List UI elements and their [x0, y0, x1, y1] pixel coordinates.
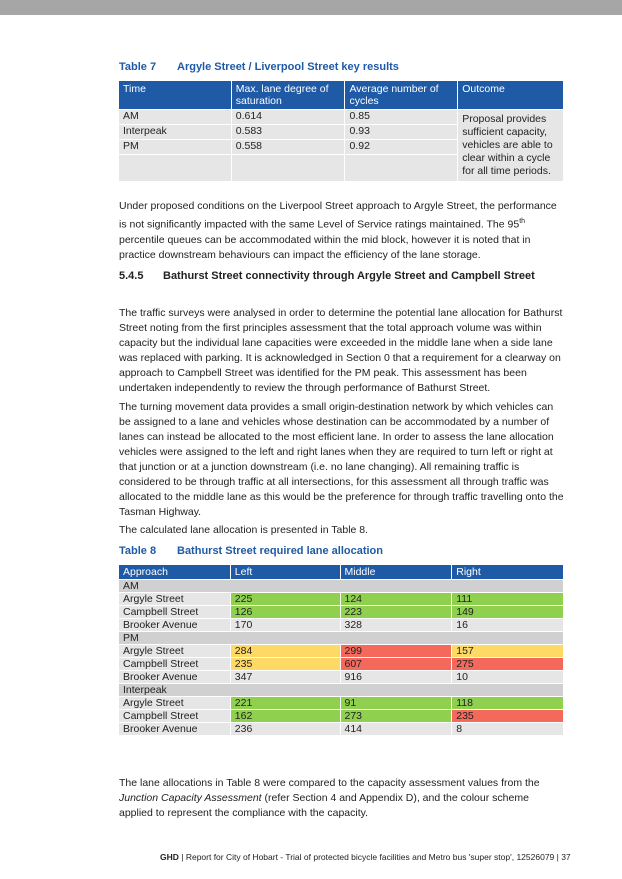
table7 [118, 80, 564, 182]
table8-cell-approach: Campbell Street [119, 710, 231, 723]
table7-cell: 0.614 [231, 110, 345, 125]
table8-group-label: Interpeak [119, 684, 564, 697]
table7-header-saturation: Max. lane degree of saturation [231, 81, 345, 110]
table8-cell-right: 118 [452, 697, 564, 710]
footer-brand: GHD [160, 852, 179, 862]
table8-cell-right: 275 [452, 658, 564, 671]
table7-cell: 0.583 [231, 125, 345, 140]
table8 [118, 564, 564, 736]
table-row [119, 710, 564, 723]
table8-cell-approach: Campbell Street [119, 606, 231, 619]
table7-cell-empty [231, 155, 345, 182]
table7-header-outcome: Outcome [458, 81, 564, 110]
table8-cell-right: 149 [452, 606, 564, 619]
table8-cell-left: 126 [230, 606, 340, 619]
table8-cell-left: 221 [230, 697, 340, 710]
table8-cell-left: 347 [230, 671, 340, 684]
superscript: th [519, 218, 526, 225]
table7-caption [119, 61, 399, 73]
table8-cell-left: 236 [230, 723, 340, 736]
table8-cell-middle: 916 [340, 671, 452, 684]
section-title: Bathurst Street connectivity through Argyle Street and Campbell Street [163, 270, 535, 282]
table8-cell-right: 235 [452, 710, 564, 723]
paragraph-traffic-surveys: The traffic surveys were analysed in order to determine the potential lane allocation for Bathurst Street noting from the first principles assessment that the total approach volume was within capacity but the individual lane capacities were exceeded in the middle lane when a side lane was replaced with parking. It is acknowledged in Section 0 that a requirement for a clearway on approach to Campbell Street was identified for the PM peak. This assessment has been undertaken independently to review the through performance of Bathurst Street. [119, 307, 563, 394]
paragraph-turning-movement: The turning movement data provides a small origin-destination network by which vehicles can be assigned to a lane and vehicles whose destination can be accommodated by a number of lanes can instead be allocated to the most efficient lane. In order to assess the lane allocation vehicles were assigned to the left and right lanes when they are required to turn left or right at that junction or at a junction downstream (i.e. no lane changing). All remaining traffic is considered to be through traffic at all intersections, for this assessment all through traffic was allocated to the middle lane as this would be the preference for through traffic travelling onto the Tasman Highway. [119, 401, 564, 518]
table-row [119, 723, 564, 736]
footer-text: | Report for City of Hobart - Trial of protected bicycle facilities and Metro bus 'super stop', 12526079 | 37 [178, 852, 571, 862]
paragraph-text: percentile queues can be accommodated within the mid block, however it is noted that in practice downstream behaviours can impact the efficiency of the lane storage. [119, 233, 531, 261]
table8-cell-left: 235 [230, 658, 340, 671]
table8-cell-middle: 607 [340, 658, 452, 671]
paragraph-lane-allocation: The calculated lane allocation is presented in Table 8. [119, 524, 369, 536]
paragraph-text: Under proposed conditions on the Liverpool Street approach to Argyle Street, the performance is not significantly impacted with the same Level of Service ratings maintained. The 95 [119, 200, 557, 231]
table7-cell: Interpeak [119, 125, 232, 140]
table7-cell-empty [119, 155, 232, 182]
page-footer [160, 852, 571, 862]
table8-header-middle: Middle [340, 565, 452, 580]
table8-cell-middle: 414 [340, 723, 452, 736]
table-row [119, 697, 564, 710]
paragraph-emphasis: Junction Capacity Assessment [119, 792, 262, 804]
table8-cell-left: 284 [230, 645, 340, 658]
table-row [119, 671, 564, 684]
table-row [119, 619, 564, 632]
table7-cell: 0.93 [345, 125, 458, 140]
section-number: 5.4.5 [119, 270, 144, 282]
table7-header-cycles: Average number of cycles [345, 81, 458, 110]
table8-cell-right: 111 [452, 593, 564, 606]
table8-cell-left: 162 [230, 710, 340, 723]
table8-cell-approach: Brooker Avenue [119, 671, 231, 684]
table7-cell: 0.92 [345, 140, 458, 155]
table8-header-approach: Approach [119, 565, 231, 580]
header-bar [0, 0, 622, 15]
table8-cell-middle: 223 [340, 606, 452, 619]
table-row [119, 593, 564, 606]
table8-cell-approach: Campbell Street [119, 658, 231, 671]
paragraph-compared [119, 776, 565, 821]
paragraph-text: (refer Section 4 and Appendix D), and the colour scheme applied to represent the compliance with the capacity. [119, 792, 529, 819]
table8-cell-right: 16 [452, 619, 564, 632]
table8-cell-left: 170 [230, 619, 340, 632]
table-row [119, 606, 564, 619]
table7-cell: 0.558 [231, 140, 345, 155]
table7-cell: AM [119, 110, 232, 125]
table8-cell-middle: 273 [340, 710, 452, 723]
table7-title: Argyle Street / Liverpool Street key results [177, 61, 399, 73]
table-row [119, 658, 564, 671]
table8-cell-approach: Brooker Avenue [119, 619, 231, 632]
section-heading [119, 269, 565, 299]
paragraph-liverpool [119, 199, 565, 263]
table8-cell-middle: 91 [340, 697, 452, 710]
table8-caption [119, 545, 383, 557]
table8-cell-right: 10 [452, 671, 564, 684]
table8-cell-approach: Argyle Street [119, 697, 231, 710]
table-row [119, 645, 564, 658]
table7-outcome: Proposal provides sufficient capacity, vehicles are able to clear within a cycle for all time periods. [458, 110, 564, 182]
table8-group-label: AM [119, 580, 564, 593]
table8-cell-middle: 299 [340, 645, 452, 658]
table7-number: Table 7 [119, 61, 157, 73]
table7-cell: 0.85 [345, 110, 458, 125]
table8-group-label: PM [119, 632, 564, 645]
table8-cell-middle: 328 [340, 619, 452, 632]
table7-cell-empty [345, 155, 458, 182]
table8-number: Table 8 [119, 545, 157, 557]
table8-header-left: Left [230, 565, 340, 580]
table8-cell-right: 157 [452, 645, 564, 658]
table8-cell-middle: 124 [340, 593, 452, 606]
table8-cell-approach: Argyle Street [119, 645, 231, 658]
table8-cell-right: 8 [452, 723, 564, 736]
table8-header-right: Right [452, 565, 564, 580]
table8-cell-left: 225 [230, 593, 340, 606]
table8-cell-approach: Brooker Avenue [119, 723, 231, 736]
table8-cell-approach: Argyle Street [119, 593, 231, 606]
paragraph-text: The lane allocations in Table 8 were compared to the capacity assessment values from the [119, 777, 540, 789]
table7-header-time: Time [119, 81, 232, 110]
table8-title: Bathurst Street required lane allocation [177, 545, 383, 557]
table7-cell: PM [119, 140, 232, 155]
